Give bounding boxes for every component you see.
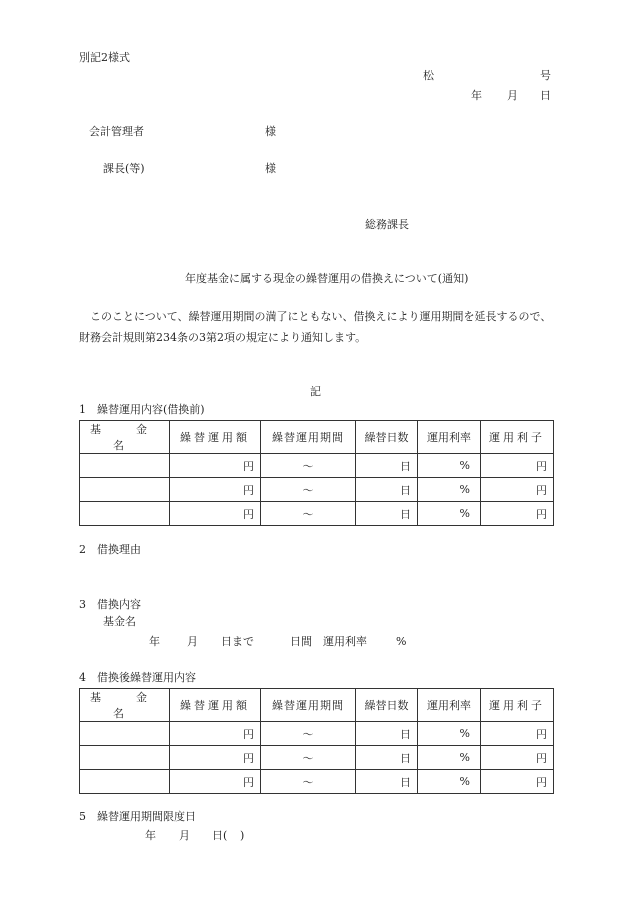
table-cell bbox=[80, 770, 170, 794]
days-label: 日間 bbox=[290, 635, 312, 648]
table-row bbox=[80, 770, 554, 794]
table-cell: 日 bbox=[356, 454, 418, 478]
column-header: 運用利子 bbox=[481, 421, 554, 454]
table-cell: % bbox=[418, 746, 481, 770]
table-cell: 日 bbox=[356, 770, 418, 794]
section3-heading: 3 借換内容 bbox=[79, 598, 141, 611]
date-month: 月 bbox=[507, 89, 518, 102]
column-header: 繰替日数 bbox=[356, 689, 418, 722]
table-cell: 円 bbox=[481, 746, 554, 770]
table-row bbox=[80, 722, 554, 746]
section2-heading: 2 借換理由 bbox=[79, 543, 141, 556]
column-header: 基 金 名 bbox=[80, 689, 170, 722]
table-cell: ～ bbox=[261, 746, 356, 770]
table-cell: 円 bbox=[170, 478, 261, 502]
end-day: 日まで bbox=[221, 635, 254, 648]
table-cell bbox=[80, 454, 170, 478]
column-header: 運用利率 bbox=[418, 421, 481, 454]
table-cell: 円 bbox=[481, 478, 554, 502]
table-cell: % bbox=[418, 478, 481, 502]
column-header: 運用利子 bbox=[481, 689, 554, 722]
rate-label: 運用利率 bbox=[323, 635, 367, 648]
section4-table bbox=[79, 688, 554, 794]
table-cell: 日 bbox=[356, 502, 418, 526]
table-row bbox=[80, 746, 554, 770]
fund-name-label: 基金名 bbox=[103, 615, 136, 628]
subject: 年度基金に属する現金の繰替運用の借換えについて(通知) bbox=[185, 272, 469, 285]
table-cell bbox=[80, 746, 170, 770]
table-row bbox=[80, 454, 554, 478]
table-cell: 円 bbox=[481, 722, 554, 746]
section4-heading: 4 借換後繰替運用内容 bbox=[79, 671, 196, 684]
table-cell: ～ bbox=[261, 478, 356, 502]
table-header-row bbox=[80, 689, 554, 722]
table-cell: 円 bbox=[170, 502, 261, 526]
table-cell: 日 bbox=[356, 478, 418, 502]
table-cell bbox=[80, 502, 170, 526]
table-cell bbox=[80, 722, 170, 746]
section1-heading: 1 繰替運用内容(借換前) bbox=[79, 403, 205, 416]
table-cell: % bbox=[418, 722, 481, 746]
recipient-title: 課長(等) bbox=[103, 162, 145, 175]
table-cell: ～ bbox=[261, 722, 356, 746]
start-year: 年 bbox=[149, 635, 160, 648]
column-header: 繰替運用期間 bbox=[261, 421, 356, 454]
table-cell: % bbox=[418, 770, 481, 794]
doc-number-prefix: 松 bbox=[423, 69, 434, 82]
form-number: 別記2様式 bbox=[79, 51, 130, 64]
date-year: 年 bbox=[471, 89, 482, 102]
table-cell: ～ bbox=[261, 454, 356, 478]
body-text: このことについて、繰替運用期間の満了にともない、借換えにより運用期間を延長するので、財務会計規則第234条の3第2項の規定により通知します。 bbox=[79, 310, 552, 344]
recipient-honorific: 様 bbox=[265, 125, 276, 138]
table-cell: 日 bbox=[356, 722, 418, 746]
table-cell bbox=[80, 478, 170, 502]
section5-heading: 5 繰替運用期間限度日 bbox=[79, 810, 196, 823]
table-cell: 日 bbox=[356, 746, 418, 770]
doc-number-suffix: 号 bbox=[540, 69, 551, 82]
limit-month: 月 bbox=[179, 829, 190, 842]
record-heading: 記 bbox=[310, 385, 321, 398]
sender: 総務課長 bbox=[365, 218, 409, 231]
column-header: 繰替運用額 bbox=[170, 689, 261, 722]
table-cell: % bbox=[418, 502, 481, 526]
table-header-row bbox=[80, 421, 554, 454]
table-cell: 円 bbox=[170, 770, 261, 794]
table-cell: 円 bbox=[481, 770, 554, 794]
table-row bbox=[80, 478, 554, 502]
percent-sign: % bbox=[396, 635, 407, 648]
table-cell: 円 bbox=[170, 454, 261, 478]
column-header: 運用利率 bbox=[418, 689, 481, 722]
table-cell: % bbox=[418, 454, 481, 478]
table-cell: 円 bbox=[170, 722, 261, 746]
column-header: 繰替日数 bbox=[356, 421, 418, 454]
recipient-title: 会計管理者 bbox=[89, 125, 144, 138]
table-cell: ～ bbox=[261, 770, 356, 794]
column-header: 繰替運用額 bbox=[170, 421, 261, 454]
start-month: 月 bbox=[187, 635, 198, 648]
table-cell: 円 bbox=[170, 746, 261, 770]
table-cell: 円 bbox=[481, 502, 554, 526]
date-day: 日 bbox=[540, 89, 551, 102]
limit-year: 年 bbox=[145, 829, 156, 842]
limit-close-paren: ) bbox=[240, 829, 245, 842]
limit-day: 日( bbox=[212, 829, 228, 842]
table-row bbox=[80, 502, 554, 526]
recipient-honorific: 様 bbox=[265, 162, 276, 175]
column-header: 基 金 名 bbox=[80, 421, 170, 454]
section1-table bbox=[79, 420, 554, 526]
table-cell: ～ bbox=[261, 502, 356, 526]
table-cell: 円 bbox=[481, 454, 554, 478]
column-header: 繰替運用期間 bbox=[261, 689, 356, 722]
